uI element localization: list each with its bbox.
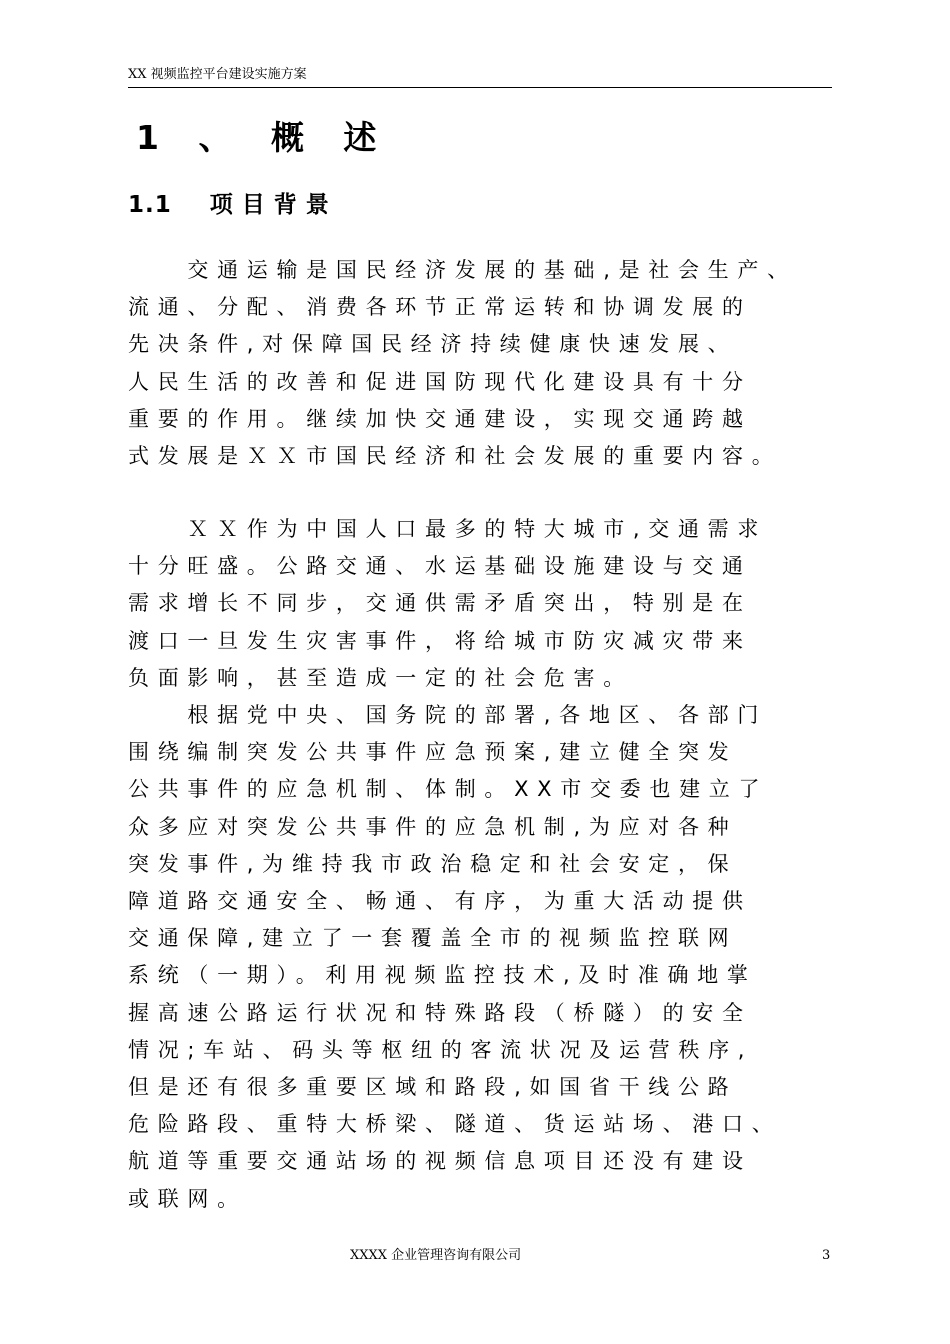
- page-footer: [0, 1246, 950, 1268]
- text-line: 十分旺盛。公路交通、水运基础设施建设与交通: [128, 554, 752, 579]
- text-line: 人民生活的改善和促进国防现代化建设具有十分: [128, 369, 752, 394]
- footer-company: XXXX 企业管理咨询有限公司: [350, 1248, 522, 1263]
- text-line: ＸＸ作为中国人口最多的特大城市,交通需求: [128, 517, 768, 541]
- paragraph-2: [128, 511, 850, 697]
- page-number: 3: [822, 1248, 831, 1263]
- text-line: 但是还有很多重要区域和路段,如国省干线公路: [128, 1075, 738, 1100]
- text-line: 负面影响，甚至造成一定的社会危害。: [128, 665, 633, 690]
- text-line: 或联网。: [128, 1186, 247, 1211]
- text-line: 围绕编制突发公共事件应急预案,建立健全突发: [128, 740, 738, 765]
- paragraph-3: [128, 697, 850, 1218]
- text-line: 需求增长不同步，交通供需矛盾突出，特别是在: [128, 591, 752, 616]
- text-line: 交通保障,建立了一套覆盖全市的视频监控联网: [128, 926, 738, 951]
- section-title: 项目背景: [209, 192, 338, 218]
- text-line: 情况;车站、码头等枢纽的客流状况及运营秩序,: [128, 1037, 754, 1062]
- text-line: 障道路交通安全、畅通、有序，为重大活动提供: [128, 889, 752, 914]
- text-line: 根据党中央、国务院的部署,各地区、各部门: [128, 703, 768, 727]
- section-heading: [128, 188, 338, 222]
- page-header: [128, 66, 832, 88]
- text-line: 流通、分配、消费各环节正常运转和协调发展的: [128, 295, 752, 320]
- paragraph-1: [128, 252, 850, 475]
- text-line: 渡口一旦发生灾害事件，将给城市防灾减灾带来: [128, 628, 752, 653]
- section-number: 1.1: [128, 192, 172, 218]
- text-line: 握高速公路运行状况和特殊路段（桥隧）的安全: [128, 1000, 752, 1025]
- text-line: 突发事件,为维持我市政治稳定和社会安定，保: [128, 851, 738, 876]
- text-line: 交通运输是国民经济发展的基础,是社会生产、: [128, 258, 797, 282]
- document-title: XX 视频监控平台建设实施方案: [128, 67, 307, 82]
- chapter-title: 1 、 概 述: [136, 118, 391, 157]
- text-line: 系统（一期）。利用视频监控技术,及时准确地掌: [128, 963, 757, 988]
- text-line: 重要的作用。继续加快交通建设，实现交通跨越: [128, 406, 752, 431]
- text-line: 众多应对突发公共事件的应急机制,为应对各种: [128, 814, 738, 839]
- text-line: 危险路段、重特大桥梁、隧道、货运站场、港口、: [128, 1112, 782, 1137]
- text-line: 先决条件,对保障国民经济持续健康快速发展、: [128, 332, 738, 357]
- text-line: 航道等重要交通站场的视频信息项目还没有建设: [128, 1149, 752, 1174]
- text-line: 公共事件的应急机制、体制。XX市交委也建立了: [128, 777, 769, 802]
- text-line: 式发展是ＸＸ市国民经济和社会发展的重要内容。: [128, 444, 782, 469]
